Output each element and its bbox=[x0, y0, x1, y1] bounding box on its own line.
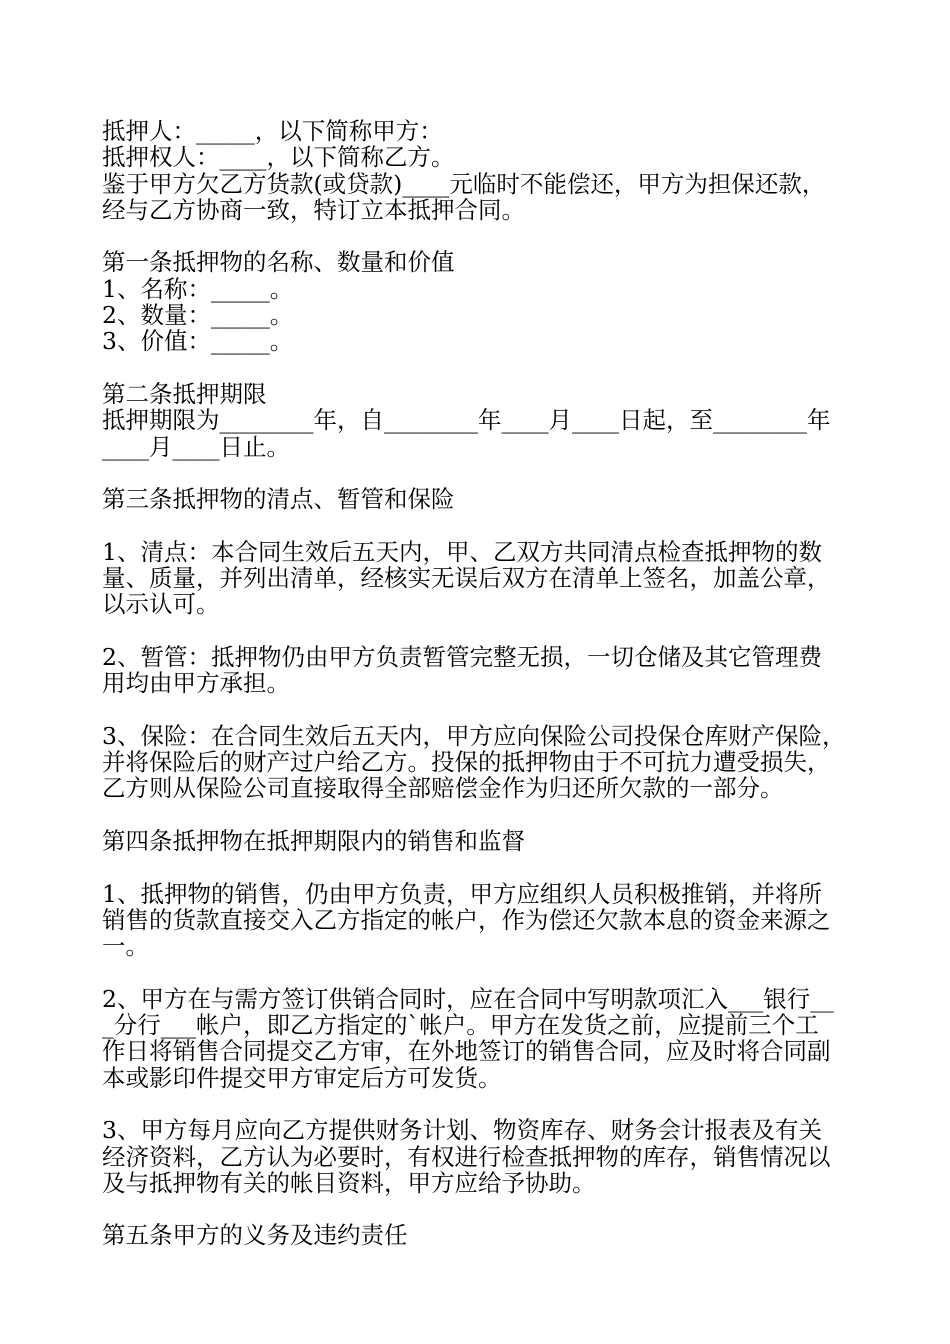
text-line: 3、甲方每月应向乙方提供财务计划、物资库存、财务会计报表及有关 bbox=[102, 1116, 822, 1145]
paragraph-gap bbox=[102, 1091, 862, 1117]
text-line: 1、抵押物的销售，仍由甲方负责，甲方应组织人员积极推销，并将所 bbox=[102, 879, 822, 908]
paragraph-gap bbox=[102, 960, 862, 986]
text-line: 一。 bbox=[102, 932, 149, 961]
text-line: 抵押人：_____，以下简称甲方： bbox=[102, 117, 443, 145]
text-line: 第三条抵押物的清点、暂管和保险 bbox=[102, 485, 455, 514]
text-line: 第二条抵押期限 bbox=[102, 379, 267, 408]
text-line: 本或影印件提交甲方审定后方可发货。 bbox=[102, 1063, 502, 1092]
paragraph-gap bbox=[102, 802, 862, 828]
paragraph-gap bbox=[102, 854, 862, 880]
text-line: 2、甲方在与需方签订供销合同时，应在合同中写明款项汇入___银行__ bbox=[102, 984, 834, 1013]
text-line: ____月____日止。 bbox=[102, 432, 290, 461]
paragraph-gap bbox=[102, 618, 862, 644]
paragraph-gap bbox=[102, 512, 862, 538]
text-line: 3、保险：在合同生效后五天内，甲方应向保险公司投保仓库财产保险， bbox=[102, 721, 846, 750]
paragraph-gap bbox=[102, 355, 862, 381]
text-line: 1、名称：_____。 bbox=[102, 274, 294, 303]
paragraph-gap bbox=[102, 460, 862, 486]
document-body bbox=[102, 118, 862, 1249]
text-line: 经济资料，乙方认为必要时，有权进行检查抵押物的库存，销售情况以 bbox=[102, 1142, 831, 1171]
text-line: 1、清点：本合同生效后五天内，甲、乙双方共同清点检查抵押物的数 bbox=[102, 537, 822, 566]
text-line: 并将保险后的财产过户给乙方。投保的抵押物由于不可抗力遭受损失， bbox=[102, 748, 831, 777]
text-line: 3、价值：_____。 bbox=[102, 327, 294, 356]
paragraph-gap bbox=[102, 697, 862, 723]
text-line: 第一条抵押物的名称、数量和价值 bbox=[102, 248, 455, 277]
text-line: 量、质量，并列出清单，经核实无误后双方在清单上签名，加盖公章， bbox=[102, 564, 831, 593]
text-line: 及与抵押物有关的帐目资料，甲方应给予协助。 bbox=[102, 1168, 596, 1197]
text-line: 第四条抵押物在抵押期限内的销售和监督 bbox=[102, 827, 525, 856]
paragraph-gap bbox=[102, 1196, 862, 1222]
text-line: 2、暂管：抵押物仍由甲方负责暂管完整无损，一切仓储及其它管理费 bbox=[102, 642, 822, 671]
text-line: 2、数量：_____。 bbox=[102, 301, 294, 330]
text-line: 销售的货款直接交入乙方指定的帐户，作为偿还欠款本息的资金来源之 bbox=[102, 905, 831, 934]
text-line: 鉴于甲方欠乙方货款(或贷款)____元临时不能偿还，甲方为担保还款， bbox=[102, 169, 826, 198]
text-line: 经与乙方协商一致，特订立本抵押合同。 bbox=[102, 195, 525, 224]
text-line: 乙方则从保险公司直接取得全部赔偿金作为归还所欠款的一部分。 bbox=[102, 774, 784, 803]
text-line: 抵押期限为________年，自________年____月____日起，至________年 bbox=[102, 406, 831, 435]
text-line: 作日将销售合同提交乙方审，在外地签订的销售合同，应及时将合同副 bbox=[102, 1037, 831, 1066]
text-line: 以示认可。 bbox=[102, 590, 220, 619]
text-line: 抵押权人：____，以下简称乙方。 bbox=[102, 143, 455, 172]
text-line: _分行___帐户，即乙方指定的`帐户。甲方在发货之前，应提前三个工 bbox=[102, 1011, 819, 1040]
text-line: 第五条甲方的义务及违约责任 bbox=[102, 1221, 408, 1250]
paragraph-gap bbox=[102, 223, 862, 249]
text-line: 用均由甲方承担。 bbox=[102, 669, 290, 698]
